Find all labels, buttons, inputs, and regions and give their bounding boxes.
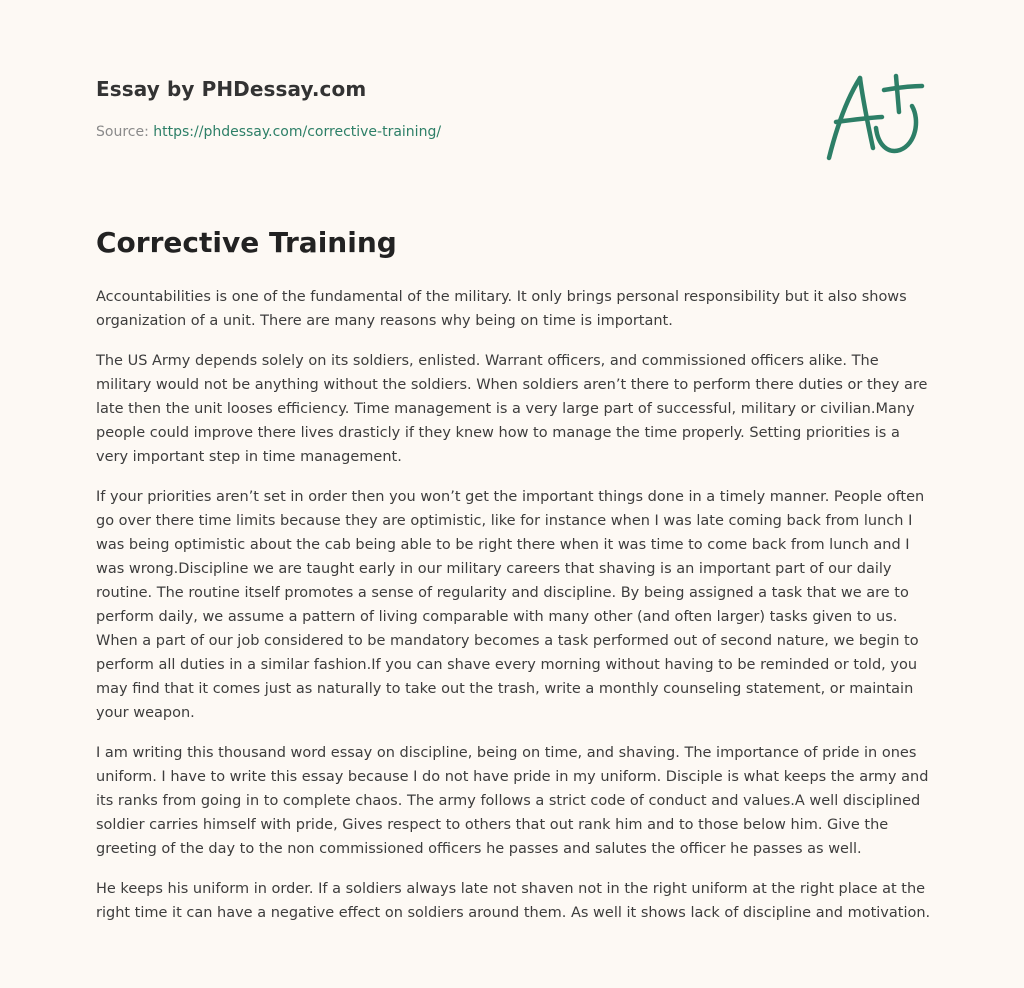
essay-paragraph: Accountabilities is one of the fundamental of the military. It only brings personal responsibility but it also shows organization of a unit. There are many reasons why being on time is important. xyxy=(96,289,907,329)
essay-body xyxy=(96,285,936,941)
essay-paragraph: I am writing this thousand word essay on discipline, being on time, and shaving. The importance of pride in ones uniform. I have to write this essay because I do not have pride in my uniform. Disciple is what keeps the army and its ranks from going in to complete chaos. The army follows a strict code of conduct and values.A well disciplined soldier carries himself with pride, Gives respect to others that out rank him and to those below him. Give the greeting of the day to the non commissioned officers he passes and salutes the officer he passes as well. xyxy=(96,745,929,857)
source-link[interactable]: https://phdessay.com/corrective-training/ xyxy=(153,124,442,140)
source-label: Source: xyxy=(96,124,154,140)
essay-paragraph: If your priorities aren’t set in order then you won’t get the important things done in a timely manner. People often go over there time limits because they are optimistic, like for instance when I was late coming back from lunch I was being optimistic about the cab being able to be right there when it was time to come back from lunch and I was wrong.Discipline we are taught early in our military careers that shaving is an important part of our daily routine. The routine itself promotes a sense of regularity and discipline. By being assigned a task that we are to perform daily, we assume a pattern of living comparable with many other (and often larger) tasks given to us. When a part of our job considered to be mandatory becomes a task performed out of second nature, we begin to perform all duties in a similar fashion.If you can shave every morning without having to be reminded or told, you may find that it comes just as naturally to take out the trash, write a monthly counseling statement, or maintain your weapon. xyxy=(96,489,925,721)
essay-paragraph: The US Army depends solely on its soldiers, enlisted. Warrant officers, and commissioned officers alike. The military would not be anything without the soldiers. When soldiers aren’t there to perform there duties or they are late then the unit looses efficiency. Time management is a very large part of successful, military or civilian.Many people could improve there lives drasticly if they knew how to manage the time properly. Setting priorities is a very important step in time management. xyxy=(96,353,928,465)
a-plus-logo-icon xyxy=(826,70,926,162)
brand-title: Essay by PHDessay.com xyxy=(96,77,367,101)
essay-title: Corrective Training xyxy=(96,226,397,259)
essay-paragraph: He keeps his uniform in order. If a soldiers always late not shaven not in the right uniform at the right place at the right time it can have a negative effect on soldiers around them. As well it shows lack of discipline and motivation. xyxy=(96,881,931,921)
source-line xyxy=(96,124,441,140)
